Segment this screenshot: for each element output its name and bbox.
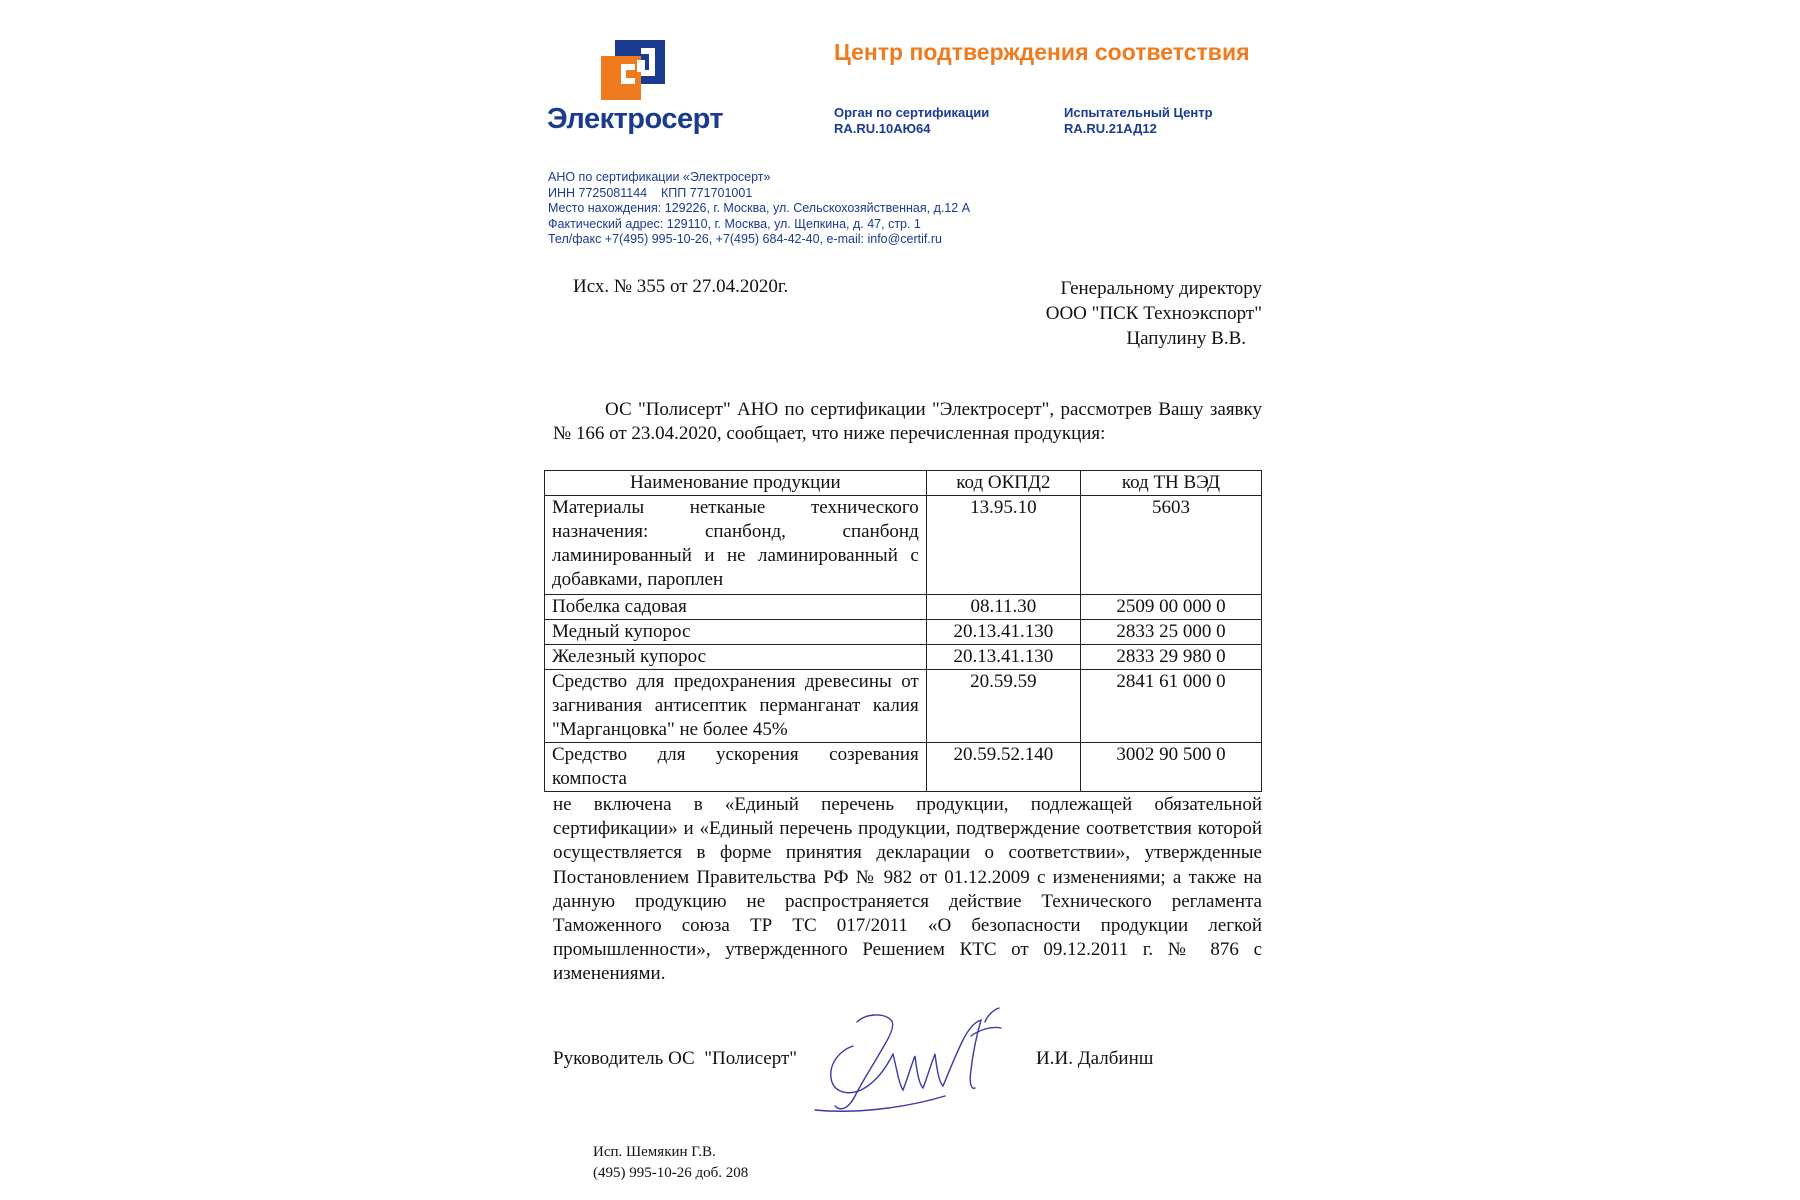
product-okpd2: 20.59.52.140 (926, 743, 1080, 792)
product-tnved: 2509 00 000 0 (1080, 595, 1261, 620)
table-row (545, 645, 1262, 670)
executor-phone: (495) 995-10-26 доб. 208 (593, 1165, 749, 1181)
column-header-tnved: код ТН ВЭД (1080, 471, 1261, 496)
product-okpd2: 13.95.10 (926, 496, 1080, 595)
signer-name: И.И. Далбинш (1036, 1048, 1154, 1069)
product-name: Медный купорос (545, 620, 927, 645)
requisites-location: Место нахождения: 129226, г. Москва, ул. Сельскохозяйственная, д.12 А (548, 201, 971, 215)
center-title: Центр подтверждения соответствия (834, 39, 1250, 65)
product-name: Средство для предохранения древесины от загнивания антисептик перманганат калия "Марганцовка" не более 45% (545, 670, 927, 743)
certification-body (834, 105, 989, 137)
certification-body-label: Орган по сертификации (834, 105, 990, 120)
product-tnved: 2841 61 000 0 (1080, 670, 1261, 743)
executor-info (593, 1142, 748, 1184)
addressee-line: Генеральному директору (1060, 278, 1262, 299)
product-tnved: 3002 90 500 0 (1080, 743, 1261, 792)
product-tnved: 2833 25 000 0 (1080, 620, 1261, 645)
signer-title: Руководитель ОС "Полисерт" (553, 1048, 798, 1069)
addressee (1030, 276, 1262, 351)
product-tnved: 5603 (1080, 496, 1261, 595)
product-name: Материалы нетканые технического назначения: спанбонд, спанбонд ламинированный и не ламинированный с добавками, пароплен (545, 496, 927, 595)
certification-body-code: RA.RU.10АЮ64 (834, 121, 931, 136)
requisites-actual-address: Фактический адрес: 129110, г. Москва, ул. Щепкина, д. 47, стр. 1 (548, 216, 921, 231)
addressee-line: Цапулину В.В. (1126, 328, 1246, 349)
testing-center-label: Испытательный Центр (1064, 105, 1213, 120)
outgoing-number: Исх. № 355 от 27.04.2020г. (573, 276, 789, 297)
letter-closing: не включена в «Единый перечень продукции, подлежащей обязательной сертификации» и «Единый перечень продукции, подтверждение соответствия которой осуществляется в форме принятия декларации о соответствии», утвержденные Постановлением Правительства РФ № 982 от 01.12.2009 с изменениями; а также на данную продукцию не распространяется действие Технического регламента Таможенного союза ТР ТС 017/2011 «О безопасности продукции легкой промышленности», утвержденного Решением КТС от 09.12.2011 г. № 876 с изменениями. (553, 794, 1262, 985)
product-name: Железный купорос (545, 645, 927, 670)
table-row (545, 496, 1262, 595)
testing-center (1064, 105, 1213, 137)
product-name: Побелка садовая (545, 595, 927, 620)
requisites-inn-kpp: ИНН 7725081144 КПП 771701001 (548, 185, 753, 200)
addressee-line: ООО "ПСК Техноэкспорт" (1045, 303, 1262, 324)
product-okpd2: 20.59.59 (926, 670, 1080, 743)
table-row (545, 670, 1262, 743)
letter-intro: ОС "Полисерт" АНО по сертификации "Электросерт", рассмотрев Вашу заявку № 166 от 23.04.2020, сообщает, что ниже перечисленная продукция: (553, 399, 1262, 444)
product-okpd2: 20.13.41.130 (926, 620, 1080, 645)
requisites-org: АНО по сертификации «Электросерт» (548, 170, 771, 184)
handwritten-signature-icon (795, 1000, 1035, 1120)
executor-name: Исп. Шемякин Г.В. (593, 1144, 716, 1160)
column-header-okpd2: код ОКПД2 (926, 471, 1080, 496)
products-table (544, 470, 1262, 792)
product-tnved: 2833 29 980 0 (1080, 645, 1261, 670)
table-row (545, 620, 1262, 645)
table-row (545, 595, 1262, 620)
product-okpd2: 08.11.30 (926, 595, 1080, 620)
table-row (545, 743, 1262, 792)
organization-requisites (548, 170, 970, 248)
requisites-contacts: Тел/факс +7(495) 995-10-26, +7(495) 684-42-40, e-mail: info@certif.ru (548, 232, 942, 246)
product-name: Средство для ускорения созревания компоста (545, 743, 927, 792)
logo-text: Электросерт (547, 103, 724, 135)
column-header-name: Наименование продукции (545, 471, 927, 496)
product-okpd2: 20.13.41.130 (926, 645, 1080, 670)
table-header-row (545, 471, 1262, 496)
testing-center-code: RA.RU.21АД12 (1064, 121, 1157, 136)
electrocert-logo-icon (601, 40, 665, 100)
